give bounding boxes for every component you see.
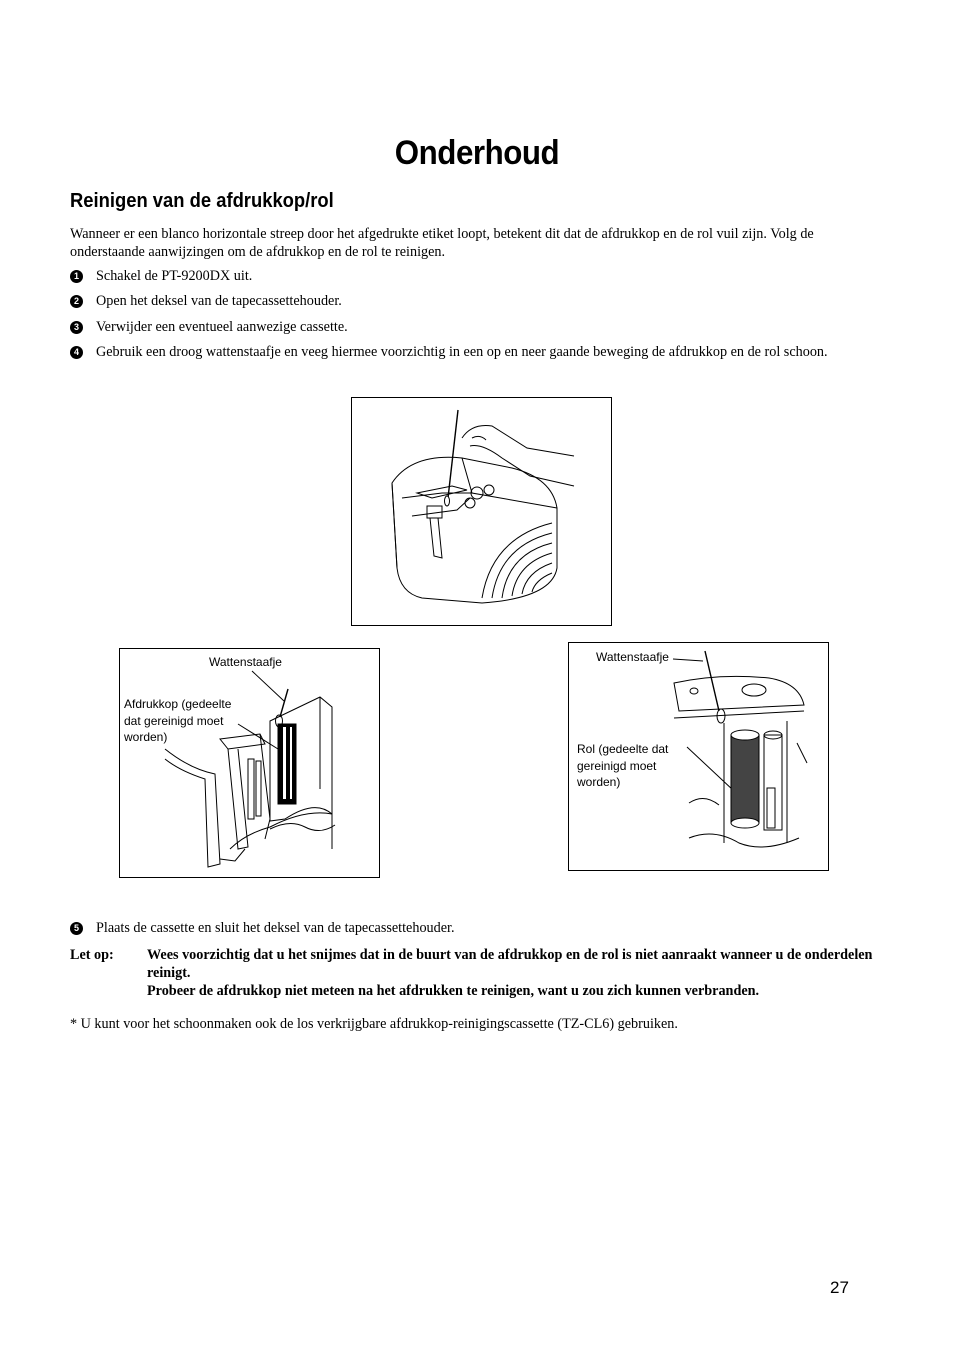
step-text-2: Open het deksel van de tapecassettehouder.: [96, 293, 342, 309]
footnote: * U kunt voor het schoonmaken ook de los verkrijgbare afdrukkop-reinigingscassette (TZ-CL6) gebruiken.: [70, 1016, 678, 1032]
caution-note: [70, 946, 890, 1000]
step-number-3: 3: [70, 321, 83, 334]
step-text-4: Gebruik een droog wattenstaafje en veeg hiermee voorzichtig in een op en neer gaande beweging de afdrukkop en de rol schoon.: [96, 344, 828, 360]
caution-text-1: Wees voorzichtig dat u het snijmes dat in de buurt van de afdrukkop en de rol is niet aanraakt wanneer u de onderdelen reinigt.: [147, 947, 873, 981]
step-3: [70, 319, 880, 336]
print-head-drawing: [120, 649, 379, 877]
step-1: [70, 268, 880, 285]
step-number-4: 4: [70, 346, 83, 359]
intro-paragraph: Wanneer er een blanco horizontale streep door het afgedrukte etiket loopt, betekent dit dat de afdrukkop en de rol vuil zijn. Volg de onderstaande aanwijzingen om de afdrukkop en de rol te reinigen.: [70, 226, 814, 260]
page-number: 27: [830, 1278, 849, 1297]
step-5: [70, 920, 880, 937]
print-head-detail-illustration: [119, 648, 380, 878]
step-text-1: Schakel de PT-9200DX uit.: [96, 268, 253, 284]
swab-label-right: Wattenstaafje: [596, 650, 669, 664]
print-head-label: Afdrukkop (gedeelte dat gereinigd moet worden): [124, 697, 232, 744]
step-4: [70, 344, 880, 361]
printer-drawing: [352, 398, 611, 625]
caution-label: Let op:: [70, 947, 114, 963]
step-text-5: Plaats de cassette en sluit het deksel van de tapecassettehouder.: [96, 920, 455, 936]
page-title: Onderhoud: [394, 134, 560, 172]
step-2: [70, 293, 880, 310]
step-text-3: Verwijder een eventueel aanwezige cassette.: [96, 319, 348, 335]
caution-text-2: Probeer de afdrukkop niet meteen na het afdrukken te reinigen, want u zou zich kunnen verbranden.: [147, 983, 760, 999]
step-number-1: 1: [70, 270, 83, 283]
roller-label: Rol (gedeelte dat gereinigd moet worden): [577, 742, 669, 789]
roller-detail-illustration: [568, 642, 829, 871]
section-heading: Reinigen van de afdrukkop/rol: [70, 190, 334, 212]
swab-label-left: Wattenstaafje: [209, 655, 282, 669]
step-number-5: 5: [70, 922, 83, 935]
step-number-2: 2: [70, 295, 83, 308]
printer-cleaning-illustration: [351, 397, 612, 626]
